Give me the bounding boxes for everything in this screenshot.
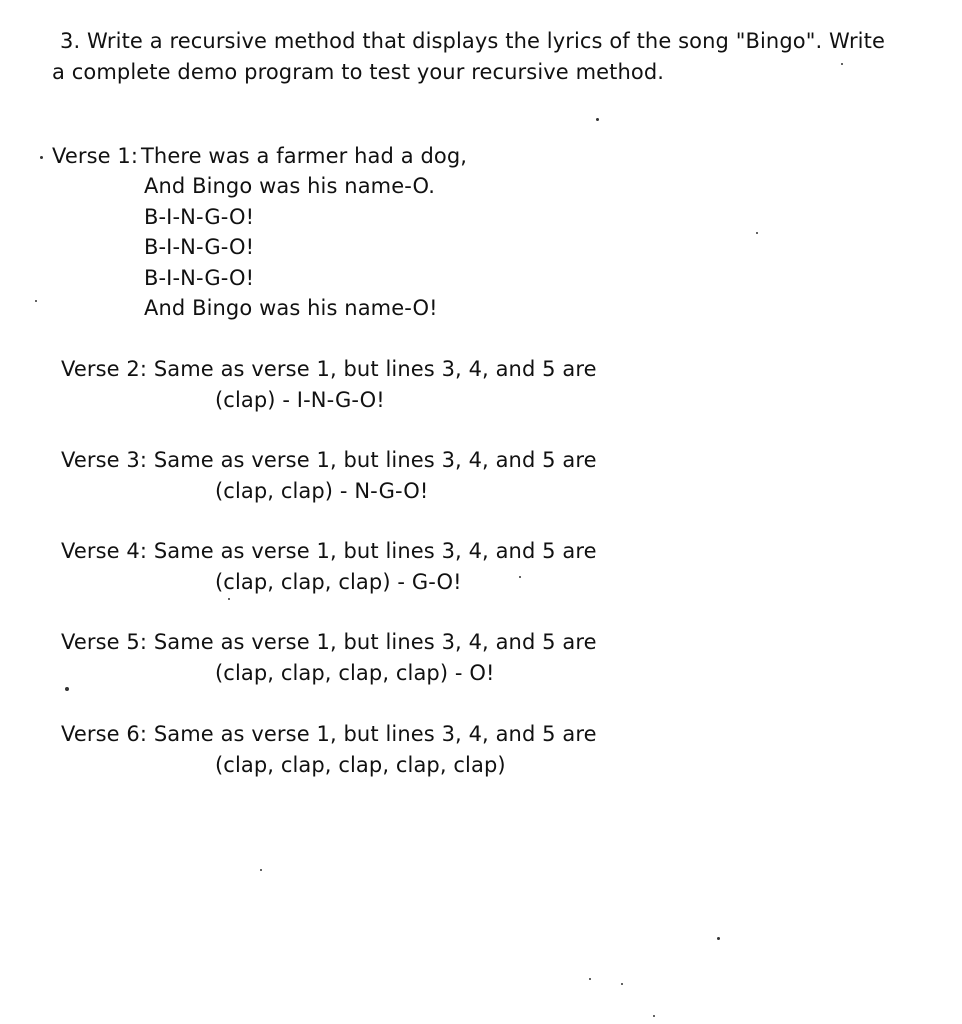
scan-speck bbox=[260, 869, 262, 871]
verse-1-line: And Bingo was his name-O. bbox=[144, 174, 436, 198]
scan-speck bbox=[596, 118, 599, 121]
scan-speck bbox=[228, 598, 230, 600]
verse-1-label: Verse 1: bbox=[52, 144, 139, 168]
verse-1-line: There was a farmer had a dog, bbox=[141, 144, 468, 168]
verse-detail: (clap) - I-N-G-O! bbox=[215, 388, 385, 412]
scan-speck bbox=[841, 63, 843, 65]
scan-speck bbox=[717, 937, 720, 940]
scan-speck bbox=[756, 232, 758, 234]
verse-detail: (clap, clap, clap, clap, clap) bbox=[215, 753, 506, 777]
verse-1-line: B-I-N-G-O! bbox=[144, 205, 255, 229]
verse-title: Verse 6: Same as verse 1, but lines 3, 4, and 5 are bbox=[61, 722, 597, 746]
scan-speck bbox=[65, 687, 69, 691]
verse-detail: (clap, clap, clap, clap) - O! bbox=[215, 661, 495, 685]
scan-speck bbox=[35, 300, 37, 302]
scan-speck bbox=[519, 576, 521, 578]
verse-detail: (clap, clap) - N-G-O! bbox=[215, 479, 429, 503]
scan-speck bbox=[653, 1015, 655, 1017]
scan-speck bbox=[621, 983, 623, 985]
verse-title: Verse 3: Same as verse 1, but lines 3, 4, and 5 are bbox=[61, 448, 597, 472]
question-line-1: 3. Write a recursive method that displays the lyrics of the song "Bingo". Write bbox=[60, 29, 885, 53]
scan-speck bbox=[40, 156, 43, 159]
verse-1-line: B-I-N-G-O! bbox=[144, 235, 255, 259]
question-line-2: a complete demo program to test your recursive method. bbox=[52, 60, 665, 84]
verse-detail: (clap, clap, clap) - G-O! bbox=[215, 570, 462, 594]
scan-speck bbox=[589, 978, 591, 980]
verse-1-line: And Bingo was his name-O! bbox=[144, 296, 438, 320]
verse-1-line: B-I-N-G-O! bbox=[144, 266, 255, 290]
verse-title: Verse 2: Same as verse 1, but lines 3, 4, and 5 are bbox=[61, 357, 597, 381]
verse-title: Verse 5: Same as verse 1, but lines 3, 4, and 5 are bbox=[61, 630, 597, 654]
verse-title: Verse 4: Same as verse 1, but lines 3, 4, and 5 are bbox=[61, 539, 597, 563]
